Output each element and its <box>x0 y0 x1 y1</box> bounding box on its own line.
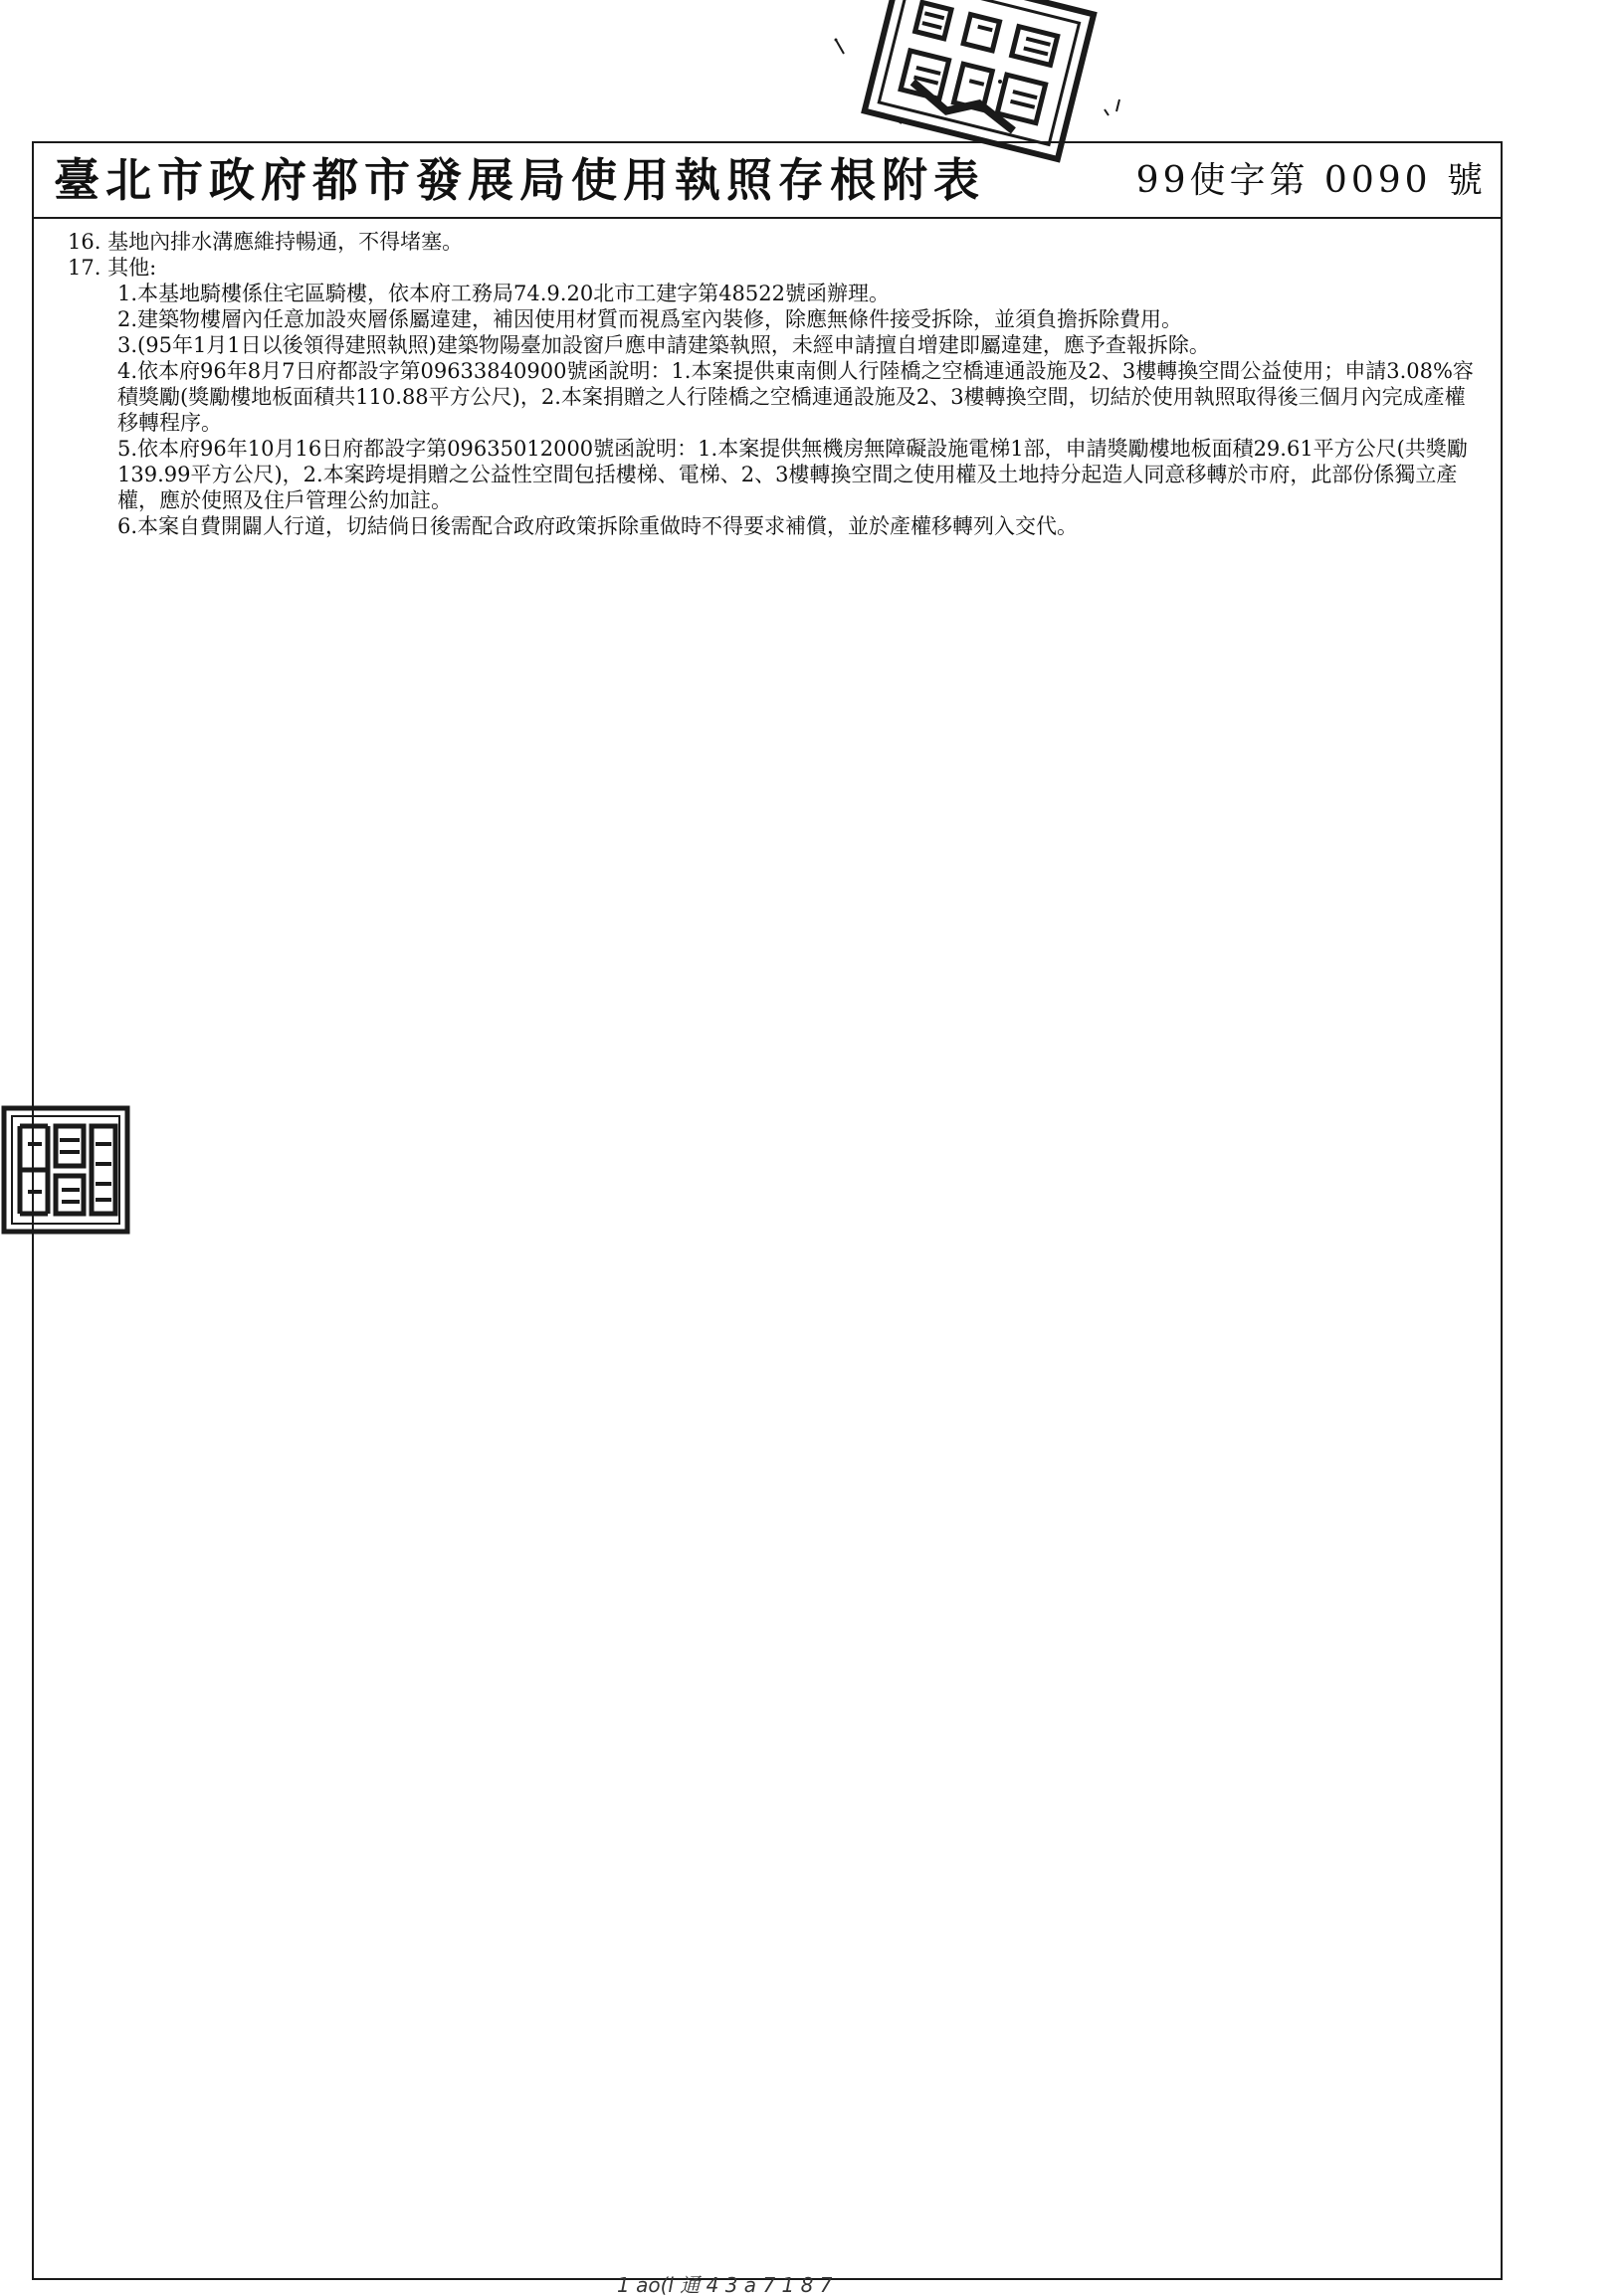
permit-number: 99使字第 0090 號 <box>1135 160 1487 201</box>
item-number: 17. <box>68 256 101 280</box>
document-frame <box>32 219 1503 2280</box>
sub-item-4: 4.依本府96年8月7日府都設字第09633840900號函說明：1.本案提供東南側人行陸橋之空橋連通設施及2、3樓轉換空間公益使用；申請3.08%容積獎勵(獎勵樓地板面積共110.88平方公尺)，2.本案捐贈之人行陸橋之空橋連通設施及2、3樓轉換空間，切結於使用執照取得後三個月內完成產權移轉程序。 <box>117 359 1474 435</box>
item-text: 基地內排水溝應維持暢通，不得堵塞。 <box>107 230 464 254</box>
document-header <box>32 141 1503 219</box>
handwritten-note: 1 ao(l 通 4 3 a 7 1 8 7 <box>617 2274 833 2296</box>
item-number: 16. <box>68 230 101 254</box>
item-16 <box>68 229 1481 255</box>
document-title: 臺北市政府都市發展局使用執照存根附表 <box>54 153 985 207</box>
sub-item-1: 1.本基地騎樓係住宅區騎樓，依本府工務局74.9.20北市工建字第48522號函辦理。 <box>117 282 890 305</box>
document-content <box>68 229 1481 539</box>
sub-item-2: 2.建築物樓層內任意加設夾層係屬違建，補因使用材質而視爲室內裝修，除應無條件接受拆除，並須負擔拆除費用。 <box>117 307 1183 331</box>
item-text: 其他: <box>107 256 157 280</box>
sub-item-6: 6.本案自費開闢人行道，切結倘日後需配合政府政策拆除重做時不得要求補償，並於產權移轉列入交代。 <box>117 514 1079 538</box>
left-seal-stamp <box>0 1104 131 1236</box>
sub-item-3: 3.(95年1月1日以後領得建照執照)建築物陽臺加設窗戶應申請建築執照，未經申請擅自增建即屬違建，應予查報拆除。 <box>117 333 1210 357</box>
sub-item-5: 5.依本府96年10月16日府都設字第09635012000號函說明：1.本案提供無機房無障礙設施電梯1部，申請獎勵樓地板面積29.61平方公尺(共獎勵139.99平方公尺)，2.本案跨堤捐贈之公益性空間包括樓梯、電梯、2、3樓轉換空間之使用權及土地持分起造人同意移轉於市府，此部份係獨立產權，應於使照及住戶管理公約加註。 <box>117 437 1468 512</box>
item-17 <box>68 255 1481 281</box>
